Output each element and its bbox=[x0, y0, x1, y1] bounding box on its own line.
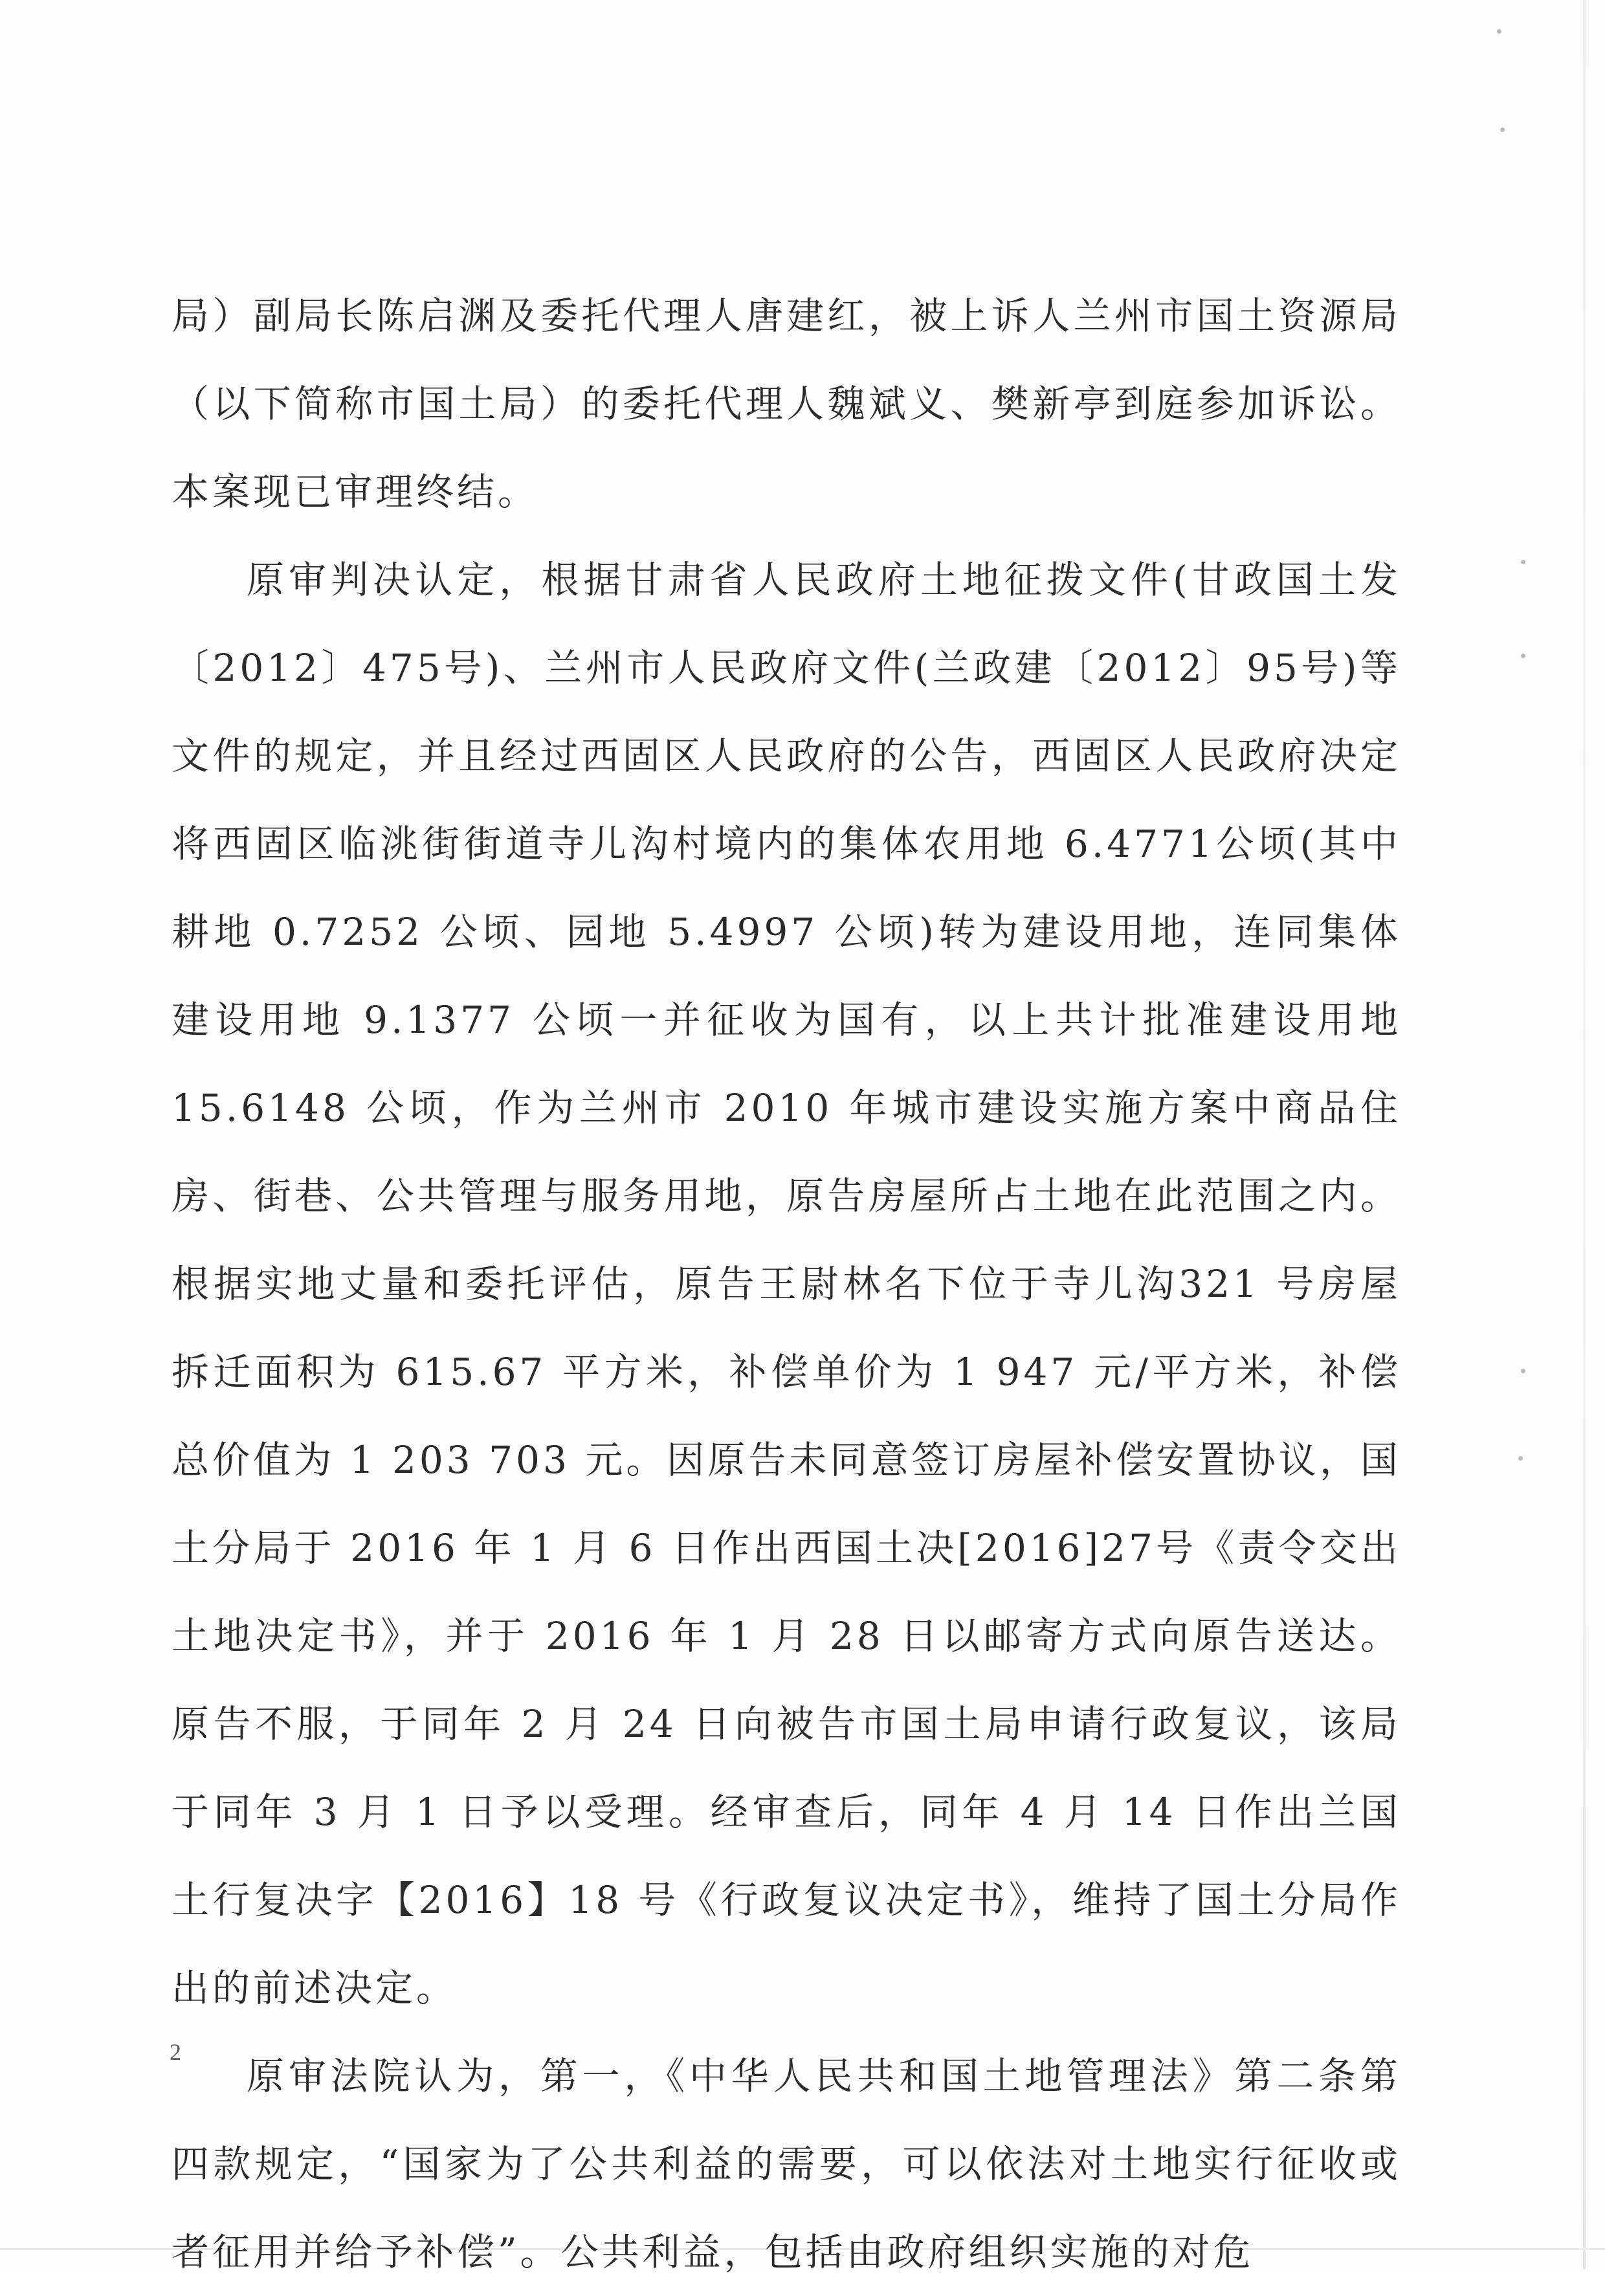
page-number: 2 bbox=[170, 2039, 181, 2065]
paragraph-2: 原审判决认定，根据甘肃省人民政府土地征拨文件(甘政国土发〔2012〕475号)、兰州市人民政府文件(兰政建〔2012〕95号)等文件的规定，并且经过西固区人民政府的公告，西固区人民政府决定将西固区临洮街街道寺儿沟村境内的集体农用地 6.4771公顷(其中耕地 0.7252 公顷、园地 5.4997 公顷)转为建设用地，连同集体建设用地 9.1377 公顷一并征收为国有，以上共计批准建设用地 15.6148 公顷，作为兰州市 2010 年城市建设实施方案中商品住房、街巷、公共管理与服务用地，原告房屋所占土地在此范围之内。根据实地丈量和委托评估，原告王尉林名下位于寺儿沟321 号房屋拆迁面积为 615.67 平方米，补偿单价为 1 947 元/平方米，补偿总价值为 1 203 703 元。因原告未同意签订房屋补偿安置协议，国土分局于 2016 年 1 月 6 日作出西国土决[2016]27号《责令交出土地决定书》，并于 2016 年 1 月 28 日以邮寄方式向原告送达。原告不服，于同年 2 月 24 日向被告市国土局申请行政复议，该局于同年 3 月 1 日予以受理。经审查后，同年 4 月 14 日作出兰国土行复决字【2016】18 号《行政复议决定书》，维持了国土分局作出的前述决定。 bbox=[172, 558, 1401, 2010]
scan-speck bbox=[1518, 1456, 1523, 1461]
document-body bbox=[172, 272, 1401, 2296]
paragraph-1: 局）副局长陈启渊及委托代理人唐建红，被上诉人兰州市国土资源局（以下简称市国土局）的委托代理人魏斌义、樊新亭到庭参加诉讼。本案现已审理终结。 bbox=[172, 294, 1401, 514]
scan-speck bbox=[1521, 1369, 1525, 1373]
scan-edge-right bbox=[1583, 0, 1586, 2269]
scan-speck bbox=[1521, 560, 1525, 564]
scan-speck bbox=[1500, 127, 1505, 132]
paragraph-3: 原审法院认为，第一，《中华人民共和国土地管理法》第二条第四款规定，“国家为了公共利益的需要，可以依法对土地实行征收或者征用并给予补偿”。公共利益，包括由政府组织实施的对危 bbox=[172, 2054, 1401, 2274]
scan-speck bbox=[1497, 29, 1501, 34]
scan-speck bbox=[1521, 654, 1525, 658]
